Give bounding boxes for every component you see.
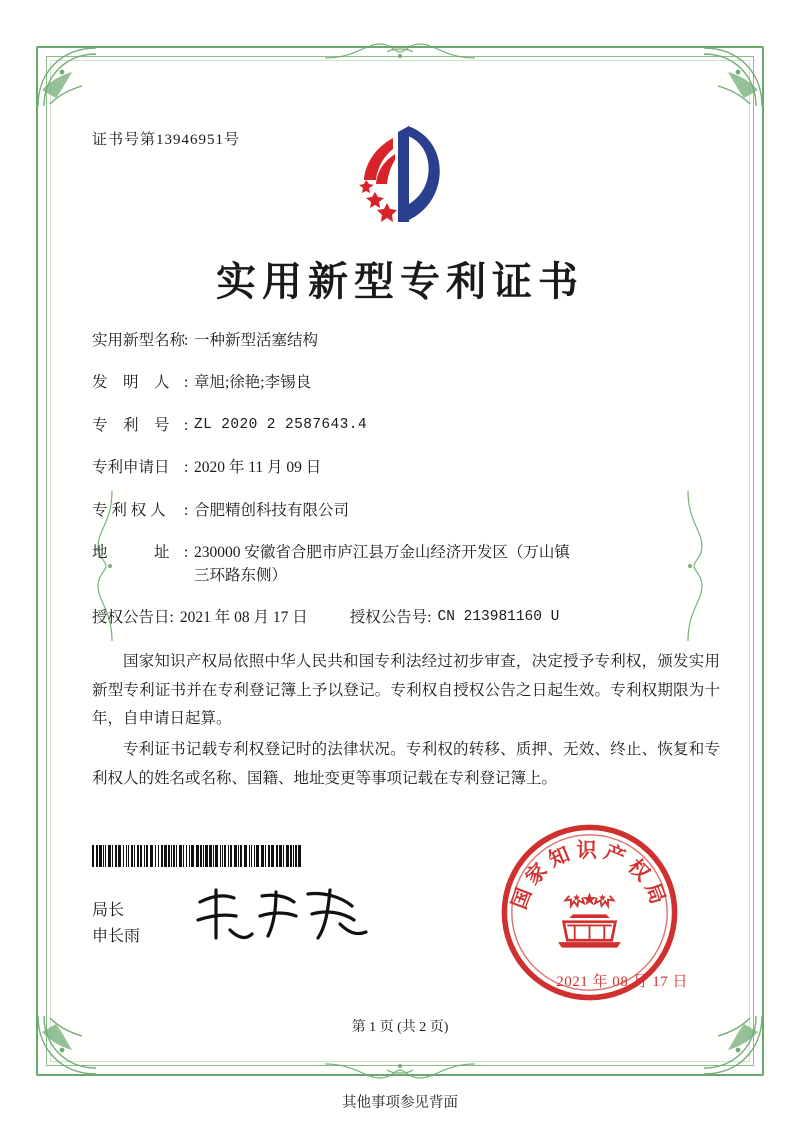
field-colon: : [169,609,174,627]
grant-number-label: 授权公告号 [349,609,428,627]
field-row-patent-number [92,415,720,437]
field-list [92,330,720,640]
field-colon: : [184,374,189,392]
edge-ornament-icon [325,1060,475,1082]
handwritten-signature-icon [190,880,380,950]
field-label: 发 明 人 [92,374,170,392]
page-indicator: 第 1 页 (共 2 页) [351,1020,449,1035]
address-line-2: 三环路东侧） [194,566,288,584]
legal-paragraph-2: 专利证书记载专利权登记时的法律状况。专利权的转移、质押、无效、终止、恢复和专利权人的姓名或名称、国籍、地址变更等事项记载在专利登记簿上。 [92,741,720,787]
director-title-label: 局长 [92,902,125,919]
field-value: 合肥精创科技有限公司 [194,501,350,519]
field-value: 章旭;徐艳;李锡良 [194,374,312,392]
field-value: 2020 年 11 月 09 日 [194,459,322,477]
field-value: ZL 2020 2 2587643.4 [194,416,367,433]
edge-ornament-icon [325,40,475,62]
grant-number-group [350,607,560,629]
grant-date-value: 2021 年 08 月 17 日 [179,609,308,627]
qr-code-grid [628,118,720,210]
address-line-1: 230000 安徽省合肥市庐江县万金山经济开发区（万山镇 [194,544,570,562]
field-label: 专利申请日 [92,459,170,477]
signature-block [92,898,140,949]
field-label: 专 利 权 人 [92,501,166,519]
field-row-inventors [92,372,720,394]
footnote: 其他事项参见背面 [342,1095,458,1111]
field-row-grant [92,607,720,629]
field-row-patentee [92,500,720,522]
grant-date-label: 授权公告日 [92,609,170,627]
field-label: 专 利 号 [92,416,170,434]
legal-text [92,648,720,795]
field-colon: : [427,609,432,627]
field-row-name [92,330,720,352]
field-row-address [92,542,720,587]
director-name: 申长雨 [92,927,141,945]
field-label: 实用新型名称 [92,332,186,349]
field-colon: : [184,416,189,434]
field-colon: : [184,459,189,477]
seal-date: 2021 年 08 月 17 日 [556,974,688,990]
field-label: 地 址 [92,544,170,562]
cnipa-logo-icon [335,118,465,228]
grant-date-group [92,607,308,629]
field-value [194,542,720,587]
field-value: 一种新型活塞结构 [194,332,319,349]
grant-number-value: CN 213981160 U [437,609,560,626]
field-colon: : [184,332,189,349]
certificate-content [70,80,730,1042]
svg-text:国家知识产权局: 国家知识产权局 [506,838,673,913]
qr-code [628,118,720,210]
field-colon: : [184,544,189,562]
legal-paragraph-1: 国家知识产权局依照中华人民共和国专利法经过初步审查，决定授予专利权，颁发实用新型专利证书并在专利登记簿上予以登记。专利权自授权公告之日起生效。专利权期限为十年，自申请日起算。 [92,653,720,728]
page-title: 实用新型专利证书 [216,258,584,305]
certificate-number: 证书号第13946951号 [92,132,241,148]
barcode [92,845,302,867]
field-row-application-date [92,457,720,479]
field-colon: : [184,501,189,519]
